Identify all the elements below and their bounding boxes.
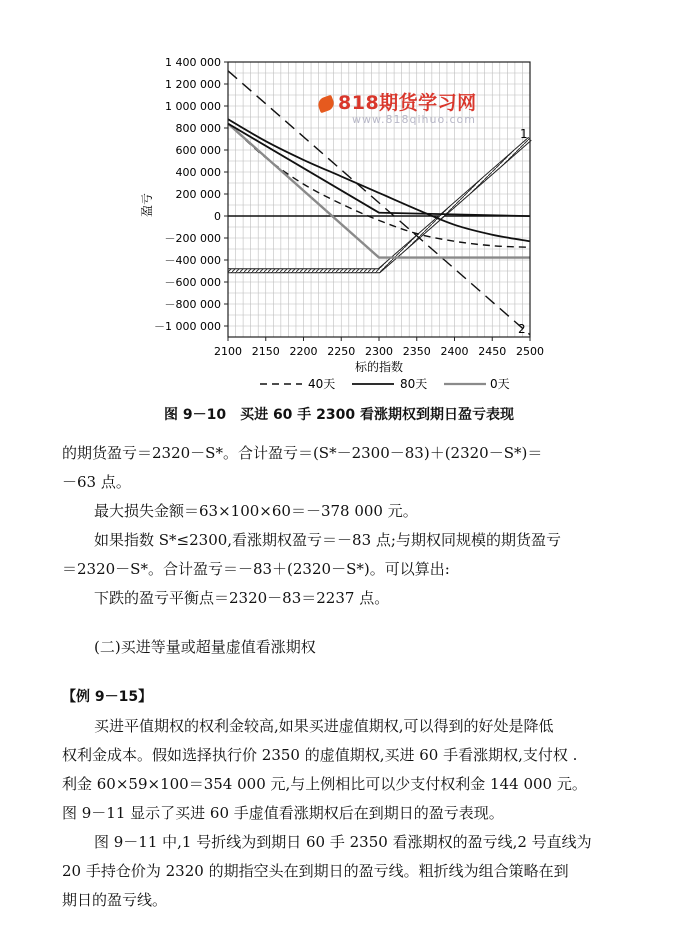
paragraph-line: 权利金成本。假如选择执行价 2350 的虚值期权,买进 60 手看涨期权,支付权 . — [62, 746, 578, 764]
watermark-url: www.818qihuo.com — [352, 113, 476, 126]
watermark-logo: 818期货学习网 — [318, 88, 477, 115]
section-heading: (二)买进等量或超量虚值看涨期权 — [94, 638, 316, 656]
body-text-top — [62, 439, 622, 613]
y-tick-label: 1 400 000 — [165, 56, 221, 69]
paragraph-line: 图 9－11 显示了买进 60 手虚值看涨期权后在到期日的盈亏表现。 — [62, 804, 504, 822]
line-label-1: 1 — [520, 127, 528, 141]
paragraph-line: 利金 60×59×100＝354 000 元,与上例相比可以少支付权利金 144 000 元。 — [62, 775, 587, 793]
x-tick-label: 2200 — [289, 345, 318, 358]
y-tick-labels — [154, 56, 228, 333]
body-text-bottom — [62, 712, 622, 915]
y-tick-label: 200 000 — [175, 188, 221, 201]
legend-label-40: 40天 — [308, 377, 336, 391]
x-tick-label: 2500 — [516, 345, 544, 358]
pnl-chart — [0, 0, 678, 400]
x-tick-label: 2350 — [402, 345, 431, 358]
x-tick-label: 2450 — [478, 345, 507, 358]
y-tick-label: －1 000 000 — [154, 320, 221, 333]
legend-label-80: 80天 — [400, 377, 428, 391]
y-tick-label: 800 000 — [175, 122, 221, 135]
y-tick-label: －200 000 — [164, 232, 221, 245]
y-tick-label: 1 200 000 — [165, 78, 221, 91]
figure-caption: 图 9－10 买进 60 手 2300 看涨期权到期日盈亏表现 — [163, 407, 515, 423]
x-tick-label: 2100 — [214, 345, 242, 358]
y-tick-label: －400 000 — [164, 254, 221, 267]
x-tick-label: 2300 — [365, 345, 393, 358]
paragraph-line: －63 点。 — [62, 473, 131, 491]
flame-icon — [316, 94, 336, 113]
y-tick-label: 1 000 000 — [165, 100, 221, 113]
y-tick-label: 0 — [214, 210, 221, 223]
y-tick-label: －800 000 — [164, 298, 221, 311]
paragraph-line: 的期货盈亏＝2320－S*。合计盈亏＝(S*－2300－83)＋(2320－S*)＝ — [62, 444, 543, 462]
line-label-2: 2 — [518, 322, 526, 336]
x-tick-label: 2250 — [327, 345, 356, 358]
paragraph-line: 买进平值期权的权利金较高,如果买进虚值期权,可以得到的好处是降低 — [94, 717, 554, 735]
y-tick-label: 400 000 — [175, 166, 221, 179]
paragraph-line: 下跌的盈亏平衡点＝2320－83＝2237 点。 — [94, 589, 390, 607]
x-tick-label: 2150 — [251, 345, 280, 358]
y-tick-label: －600 000 — [164, 276, 221, 289]
x-tick-labels — [214, 337, 544, 358]
paragraph-line: 期日的盈亏线。 — [62, 891, 168, 909]
chart-legend — [260, 377, 510, 391]
y-axis-label: 盈亏 — [140, 192, 154, 218]
x-tick-label: 2400 — [440, 345, 469, 358]
y-tick-label: 600 000 — [175, 144, 221, 157]
example-heading: 【例 9－15】 — [62, 689, 153, 705]
paragraph-line: 最大损失金额＝63×100×60＝－378 000 元。 — [94, 502, 418, 520]
x-axis-label: 标的指数 — [354, 360, 404, 374]
paragraph-line: ＝2320－S*。合计盈亏＝－83＋(2320－S*)。可以算出: — [62, 560, 450, 578]
paragraph-line: 20 手持仓价为 2320 的期指空头在到期日的盈亏线。粗折线为组合策略在到 — [62, 862, 569, 880]
legend-label-0: 0天 — [490, 377, 510, 391]
paragraph-line: 如果指数 S*≤2300,看涨期权盈亏＝－83 点;与期权同规模的期货盈亏 — [94, 531, 561, 549]
paragraph-line: 图 9－11 中,1 号折线为到期日 60 手 2350 看涨期权的盈亏线,2 号直线为 — [94, 833, 592, 851]
